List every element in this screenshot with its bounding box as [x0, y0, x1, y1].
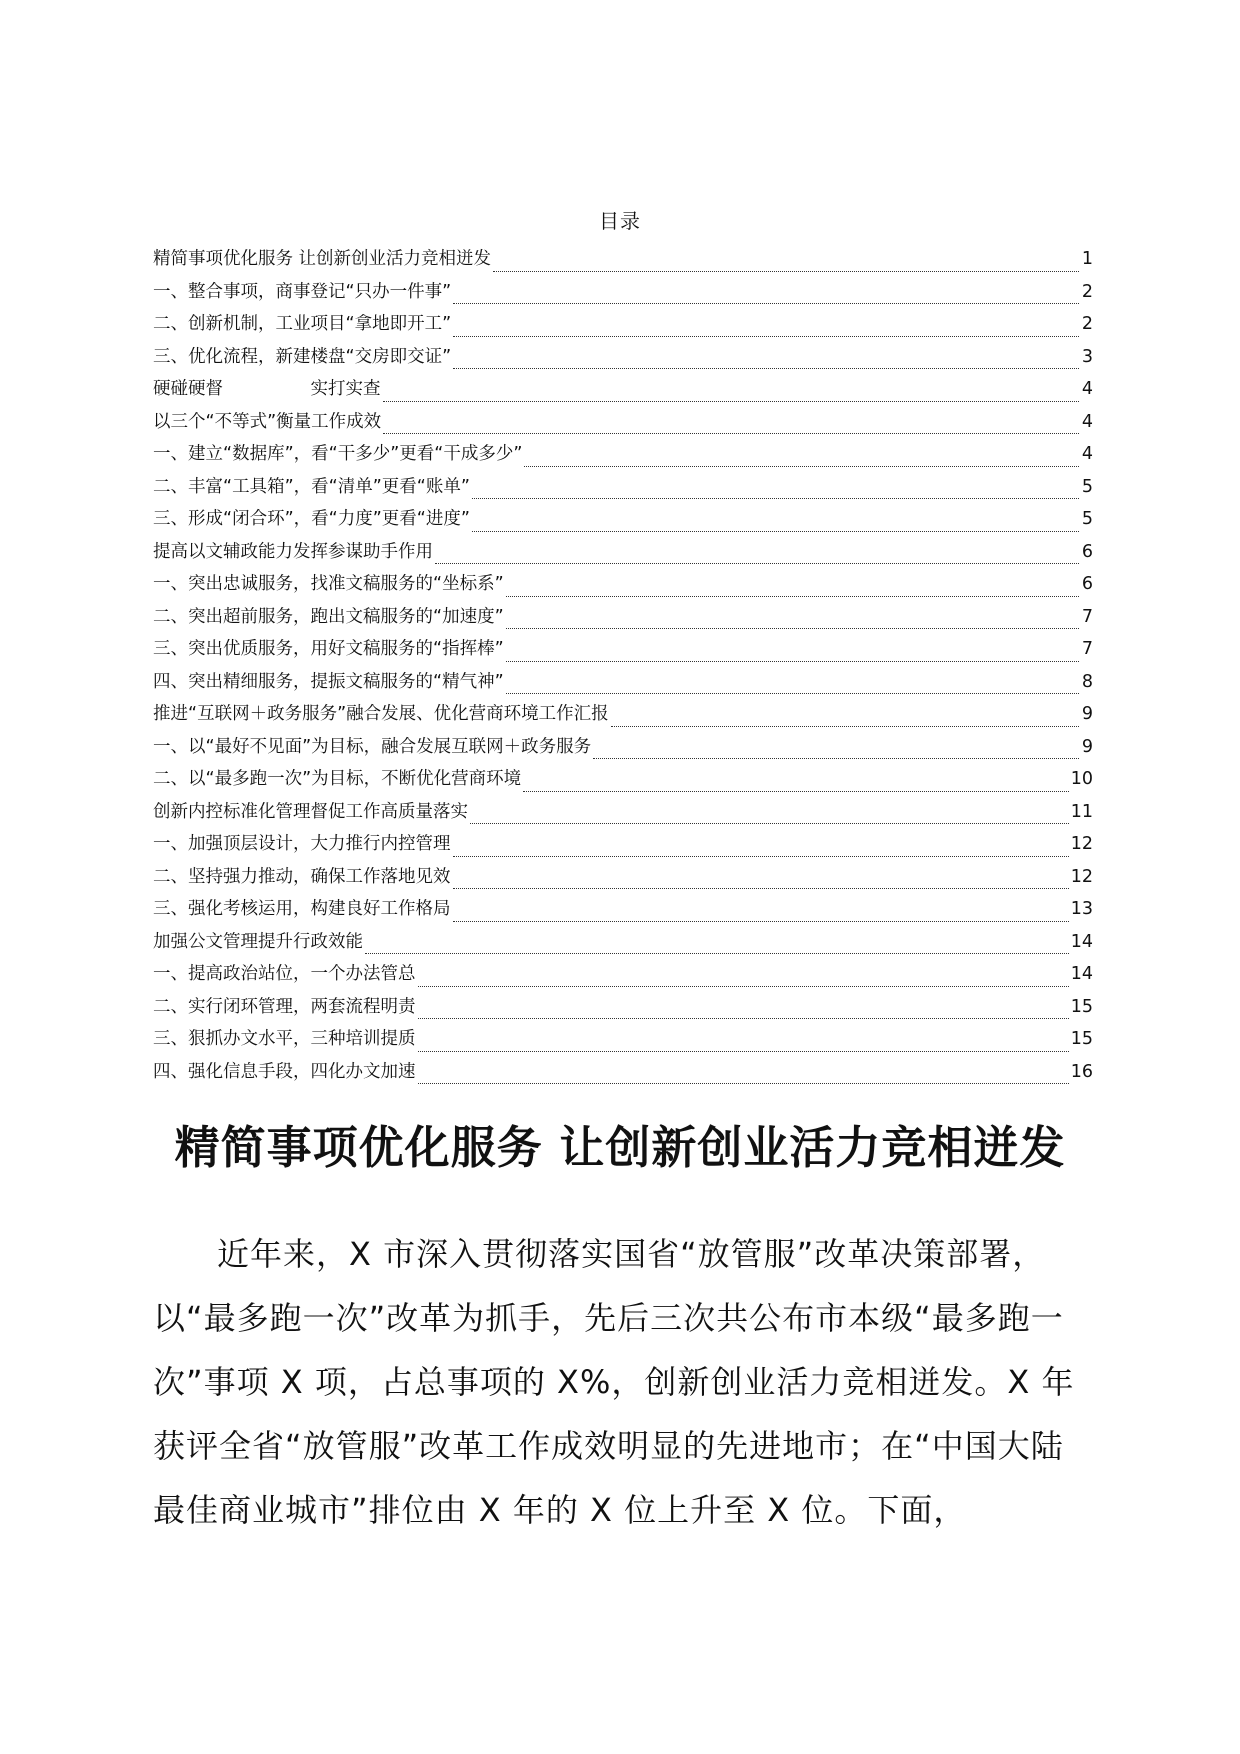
toc-entry[interactable] [153, 442, 1093, 475]
toc-entry-label: 三、突出优质服务，用好文稿服务的“指挥棒” [153, 639, 504, 659]
toc-entry-label: 三、狠抓办文水平，三种培训提质 [153, 1029, 416, 1049]
toc-entry-label: 三、优化流程，新建楼盘“交房即交证” [153, 346, 452, 367]
toc-entry[interactable] [153, 247, 1093, 280]
toc-entry-page-number: 12 [1070, 834, 1093, 854]
toc-dot-leader [453, 336, 1079, 337]
toc-dot-leader [453, 303, 1079, 304]
toc-entry[interactable] [153, 637, 1093, 670]
toc-entry-page-number: 7 [1081, 606, 1093, 627]
toc-dot-leader [435, 563, 1079, 564]
toc-dot-leader [453, 368, 1079, 369]
toc-entry-page-number: 15 [1070, 1029, 1093, 1049]
toc-dot-leader [506, 693, 1079, 694]
toc-title: 目录 [599, 209, 641, 233]
toc-entry-page-number: 13 [1070, 899, 1093, 919]
toc-entry[interactable] [153, 962, 1093, 995]
toc-entry[interactable] [153, 1027, 1093, 1060]
toc-entry-page-number: 15 [1070, 996, 1093, 1017]
toc-entry[interactable] [153, 670, 1093, 703]
table-of-contents [153, 247, 1093, 1092]
toc-entry-page-number: 8 [1081, 671, 1093, 692]
toc-entry-page-number: 16 [1070, 1061, 1093, 1082]
toc-dot-leader [418, 1083, 1069, 1084]
toc-entry-label: 二、创新机制，工业项目“拿地即开工” [153, 314, 452, 334]
toc-dot-leader [524, 466, 1079, 467]
toc-entry-page-number: 11 [1070, 801, 1093, 822]
toc-entry-label: 二、坚持强力推动，确保工作落地见效 [153, 866, 451, 887]
toc-entry-page-number: 4 [1081, 444, 1093, 464]
toc-entry-page-number: 3 [1081, 346, 1093, 367]
toc-dot-leader [418, 986, 1069, 987]
toc-entry[interactable] [153, 475, 1093, 508]
toc-entry-label: 精简事项优化服务 让创新创业活力竞相迸发 [153, 249, 492, 269]
toc-entry[interactable] [153, 1060, 1093, 1093]
toc-entry[interactable] [153, 605, 1093, 638]
toc-entry-label: 以三个“不等式”衡量工作成效 [153, 411, 382, 432]
article-title: 精简事项优化服务 让创新创业活力竞相迸发 [174, 1121, 1066, 1174]
toc-entry[interactable] [153, 345, 1093, 378]
toc-entry[interactable] [153, 865, 1093, 898]
toc-entry-label: 三、形成“闭合环”，看“力度”更看“进度” [153, 509, 470, 529]
toc-entry-page-number: 4 [1081, 379, 1093, 399]
toc-dot-leader [611, 726, 1079, 727]
toc-entry-page-number: 7 [1081, 639, 1093, 659]
toc-entry[interactable] [153, 377, 1093, 410]
toc-entry-label: 一、加强顶层设计，大力推行内控管理 [153, 834, 451, 854]
toc-entry-page-number: 14 [1070, 931, 1093, 952]
toc-dot-leader [365, 953, 1069, 954]
toc-dot-leader [418, 1018, 1069, 1019]
toc-dot-leader [523, 791, 1069, 792]
toc-entry-label: 一、整合事项，商事登记“只办一件事” [153, 281, 452, 302]
toc-entry[interactable] [153, 507, 1093, 540]
toc-entry-page-number: 2 [1081, 281, 1093, 302]
toc-entry-label: 二、以“最多跑一次”为目标，不断优化营商环境 [153, 769, 522, 789]
toc-dot-leader [506, 661, 1079, 662]
toc-entry[interactable] [153, 930, 1093, 963]
toc-entry-page-number: 12 [1070, 866, 1093, 887]
toc-dot-leader [383, 401, 1080, 402]
toc-entry-label: 一、以“最好不见面”为目标，融合发展互联网＋政务服务 [153, 736, 592, 757]
toc-entry-page-number: 14 [1070, 964, 1093, 984]
toc-dot-leader [506, 596, 1079, 597]
toc-dot-leader [472, 531, 1079, 532]
toc-entry-label: 四、突出精细服务，提振文稿服务的“精气神” [153, 671, 504, 692]
toc-entry[interactable] [153, 832, 1093, 865]
toc-entry-page-number: 2 [1081, 314, 1093, 334]
toc-entry-label: 一、提高政治站位，一个办法管总 [153, 964, 416, 984]
toc-entry-label: 二、实行闭环管理，两套流程明责 [153, 996, 416, 1017]
toc-entry[interactable] [153, 410, 1093, 443]
toc-entry-label: 三、强化考核运用，构建良好工作格局 [153, 899, 451, 919]
toc-dot-leader [453, 888, 1069, 889]
toc-entry-page-number: 5 [1081, 509, 1093, 529]
toc-entry-label: 二、突出超前服务，跑出文稿服务的“加速度” [153, 606, 504, 627]
toc-entry-page-number: 9 [1081, 736, 1093, 757]
toc-entry[interactable] [153, 735, 1093, 768]
toc-dot-leader [593, 758, 1079, 759]
toc-entry[interactable] [153, 897, 1093, 930]
toc-entry-label: 二、丰富“工具箱”，看“清单”更看“账单” [153, 476, 470, 497]
toc-entry[interactable] [153, 280, 1093, 313]
toc-entry-label: 四、强化信息手段，四化办文加速 [153, 1061, 416, 1082]
toc-entry-page-number: 6 [1081, 574, 1093, 594]
toc-dot-leader [506, 628, 1079, 629]
toc-entry-label: 推进“互联网＋政务服务”融合发展、优化营商环境工作汇报 [153, 704, 609, 724]
toc-entry-label: 一、突出忠诚服务，找准文稿服务的“坐标系” [153, 574, 504, 594]
toc-dot-leader [383, 433, 1079, 434]
toc-entry-page-number: 6 [1081, 541, 1093, 562]
toc-dot-leader [493, 271, 1079, 272]
toc-entry-label: 加强公文管理提升行政效能 [153, 931, 363, 952]
toc-entry[interactable] [153, 767, 1093, 800]
toc-entry-page-number: 4 [1081, 411, 1093, 432]
toc-dot-leader [453, 921, 1069, 922]
toc-entry[interactable] [153, 312, 1093, 345]
toc-entry[interactable] [153, 540, 1093, 573]
toc-entry[interactable] [153, 572, 1093, 605]
toc-entry-label: 一、建立“数据库”，看“干多少”更看“干成多少” [153, 444, 523, 464]
toc-entry-page-number: 1 [1081, 249, 1093, 269]
toc-dot-leader [470, 823, 1069, 824]
toc-dot-leader [453, 856, 1069, 857]
toc-entry[interactable] [153, 995, 1093, 1028]
toc-dot-leader [472, 498, 1079, 499]
toc-entry-page-number: 9 [1081, 704, 1093, 724]
toc-dot-leader [418, 1051, 1069, 1052]
toc-entry-label: 提高以文辅政能力发挥参谋助手作用 [153, 541, 433, 562]
toc-entry[interactable] [153, 800, 1093, 833]
toc-entry-label: 创新内控标准化管理督促工作高质量落实 [153, 801, 468, 822]
toc-entry[interactable] [153, 702, 1093, 735]
toc-entry-page-number: 10 [1070, 769, 1093, 789]
toc-entry-label: 硬碰硬督 实打实查 [153, 379, 381, 399]
toc-entry-page-number: 5 [1081, 476, 1093, 497]
article-paragraph: 近年来，X 市深入贯彻落实国省“放管服”改革决策部署，以“最多跑一次”改革为抓手，先后三次共公布市本级“最多跑一次”事项 X 项，占总事项的 X%，创新创业活力竞相迸发。X 年获评全省“放管服”改革工作成效明显的先进地市；在“中国大陆最佳商业城市”排位由 X 年的 X 位上升至 X 位。下面， [153, 1235, 1075, 1529]
